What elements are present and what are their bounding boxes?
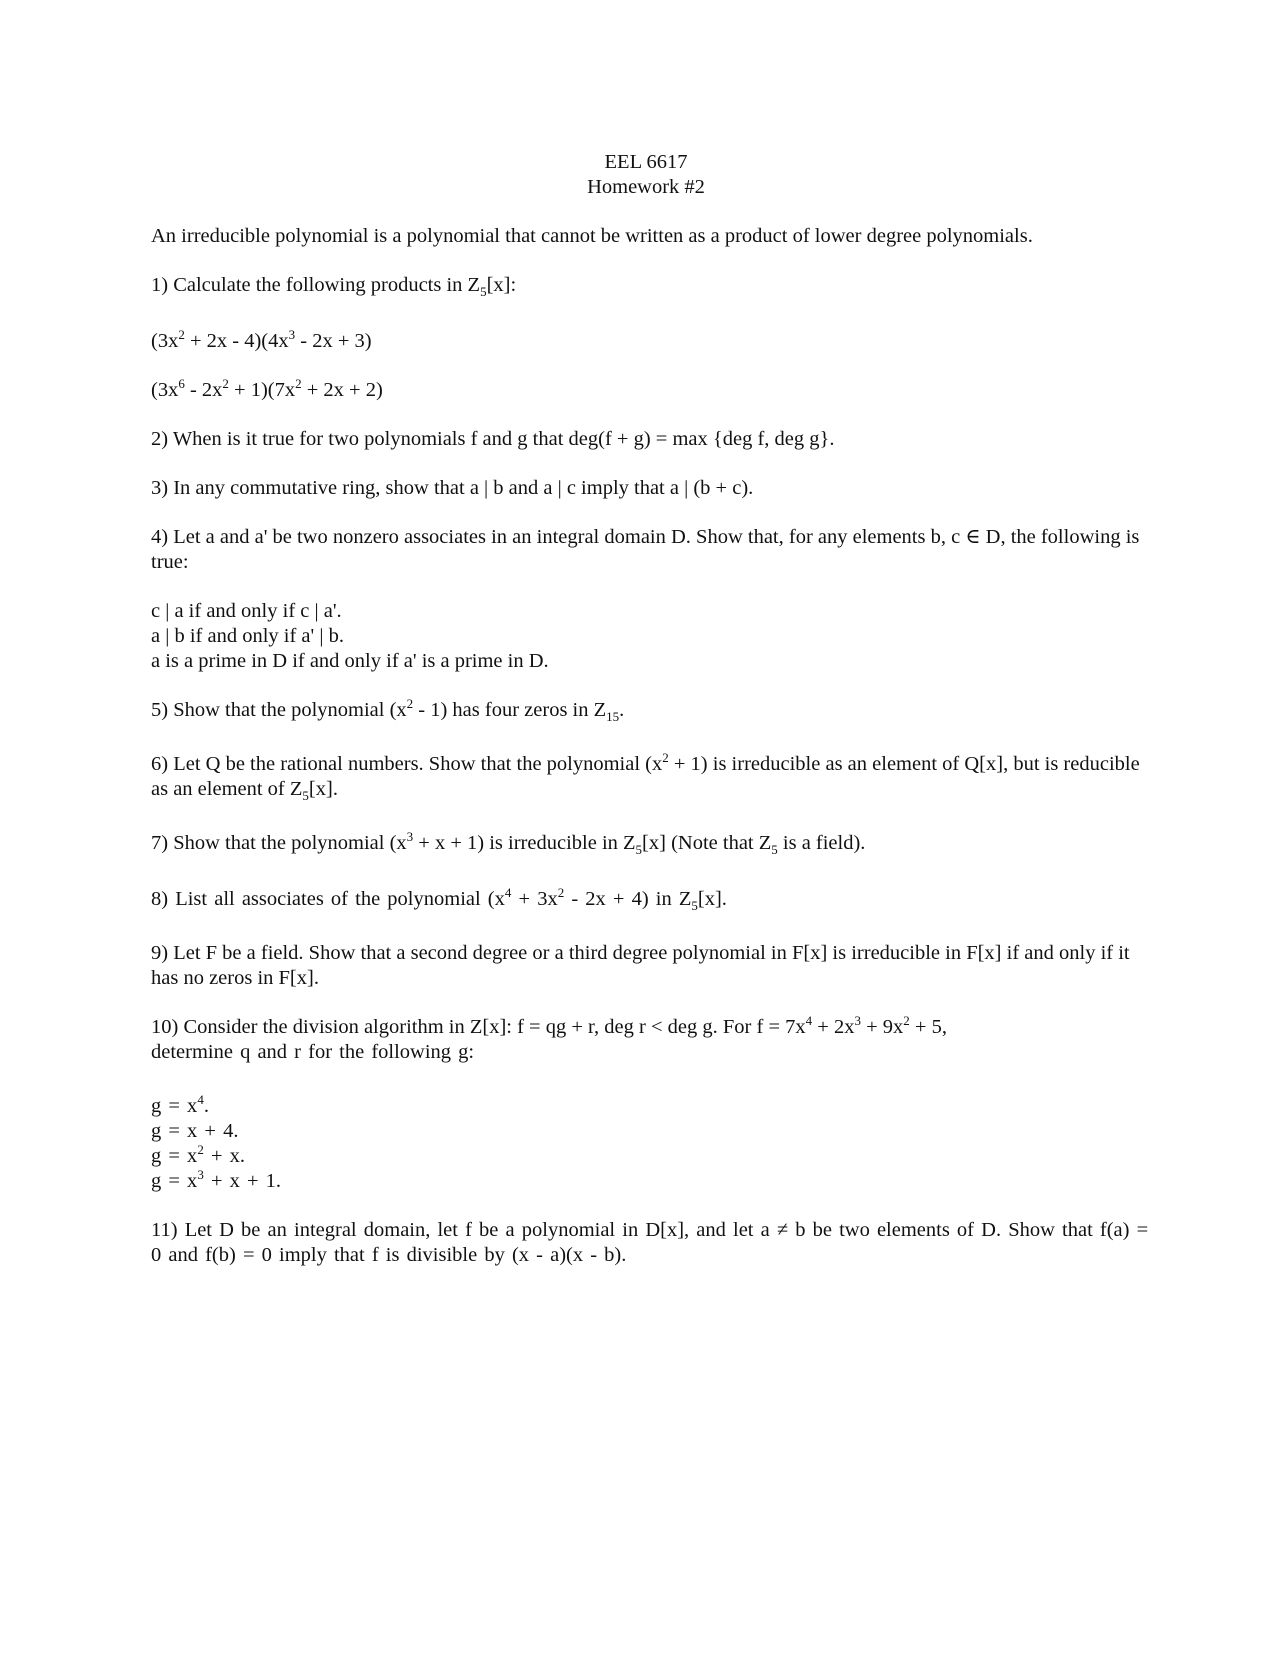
- problem-4: 4) Let a and a' be two nonzero associates in an integral domain D. Show that, for any elements b, c ∈ D, the following is true:: [151, 526, 1140, 573]
- problem-1-expression-1: $(3x^2 + 2x - 4)(4x^3 - 2x + 3)$: [151, 327, 372, 352]
- problem-4-statements: [151, 599, 1151, 674]
- problem-8: 8) List all associates of the polynomial $(x^4 + 3x^2 - 2x + 4)$ in $Z_5[x]$.: [151, 885, 727, 913]
- problem-2: 2) When is it true for two polynomials f and g that deg(f + g) = max {deg f, deg g}.: [151, 428, 835, 450]
- problem-7: 7) Show that the polynomial $(x^3 + x + 1)$ is irreducible in $Z_5[x]$ (Note that $Z_5$ is a field).: [151, 829, 866, 857]
- problem-4-statement: a | b if and only if a' | b.: [151, 625, 344, 647]
- problem-6: 6) Let Q be the rational numbers. Show that the polynomial $(x^2 + 1)$ is irreducible as an element of Q[x], but is reducible as an element of $Z_5[x]$.: [151, 750, 1140, 803]
- problem-4-statement: c | a if and only if c | a'.: [151, 600, 342, 622]
- problem-5: 5) Show that the polynomial $(x^2 - 1)$ has four zeros in $Z_{15}$.: [151, 696, 625, 724]
- course-code: EEL 6617: [604, 151, 688, 173]
- document-header: [141, 150, 1151, 200]
- problem-1-expression-2: $(3x^6 - 2x^2 + 1)(7x^2 + 2x + 2)$: [151, 376, 383, 401]
- intro-paragraph: An irreducible polynomial is a polynomial that cannot be written as a product of lower degree polynomials.: [151, 225, 1033, 247]
- problem-10-divisors: [151, 1094, 1151, 1194]
- problem-4-statement: a is a prime in D if and only if a' is a prime in D.: [151, 650, 549, 672]
- document-page: [151, 150, 1151, 1268]
- divisor-item: g = x + 4.: [151, 1120, 239, 1142]
- divisor-item: $g = x^2 + x$.: [151, 1142, 245, 1167]
- problem-3: 3) In any commutative ring, show that a | b and a | c imply that a | (b + c).: [151, 477, 754, 499]
- divisor-item: $g = x^3 + x + 1$.: [151, 1167, 282, 1192]
- homework-title: Homework #2: [587, 176, 705, 198]
- problem-9: 9) Let F be a field. Show that a second degree or a third degree polynomial in F[x] is irreducible in F[x] if and only if it has no zeros in F[x].: [151, 942, 1130, 989]
- problem-1: 1) Calculate the following products in $Z_5[x]$:: [151, 274, 517, 299]
- divisor-item: $g = x^4$.: [151, 1092, 209, 1117]
- problem-11: 11) Let D be an integral domain, let f be a polynomial in D[x], and let a ≠ b be two elements of D. Show that f(a) = 0 and f(b) = 0 imply that f is divisible by (x - a)(x - b).: [151, 1219, 1149, 1266]
- problem-10: 10) Consider the division algorithm in Z[x]: f = qg + r, deg r < deg g. For $f = 7x^4 + 2x^3 + 9x^2 + 5$,: [151, 1013, 947, 1038]
- problem-10-continuation: determine q and r for the following g:: [151, 1041, 475, 1063]
